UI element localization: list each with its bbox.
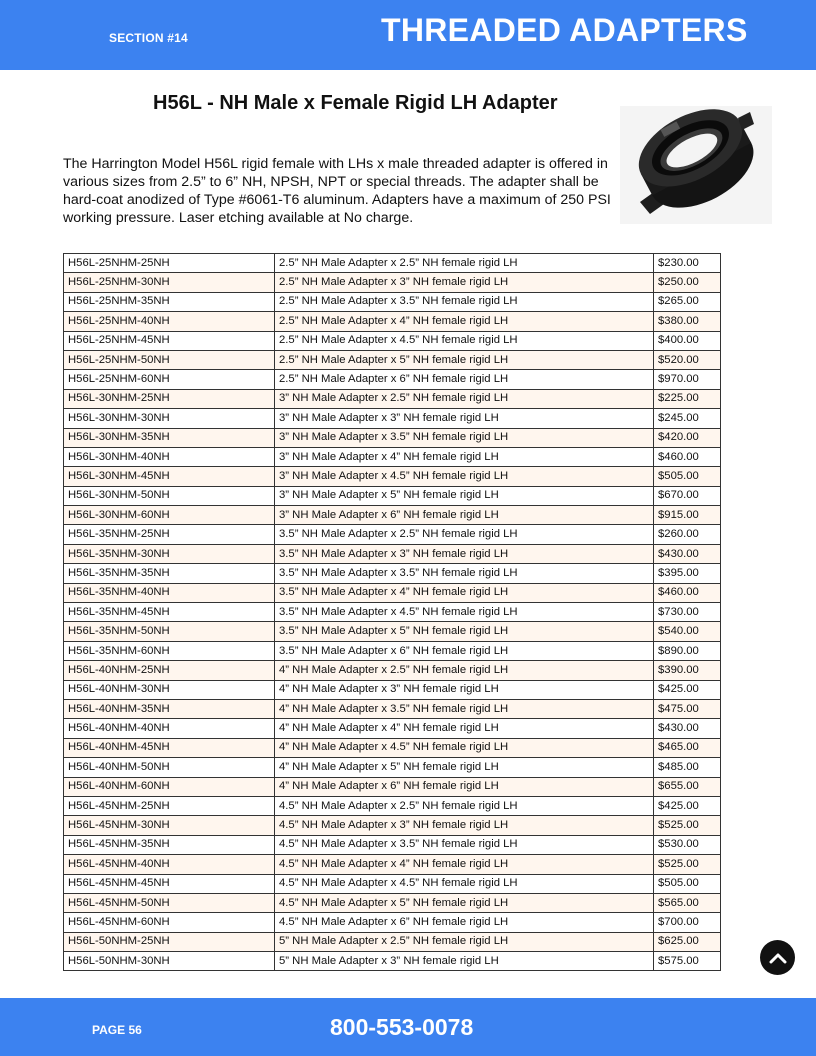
table-row (64, 622, 721, 641)
price-cell: $465.00 (654, 738, 721, 757)
price-cell: $245.00 (654, 409, 721, 428)
price-cell: $525.00 (654, 816, 721, 835)
description-cell: 4.5” NH Male Adapter x 4” NH female rigid LH (275, 855, 654, 874)
price-table (63, 253, 721, 971)
description-cell: 4.5” NH Male Adapter x 3” NH female rigid LH (275, 816, 654, 835)
description-cell: 4” NH Male Adapter x 2.5” NH female rigid LH (275, 661, 654, 680)
table-row (64, 544, 721, 563)
description-cell: 4” NH Male Adapter x 4.5” NH female rigid LH (275, 738, 654, 757)
part-number-cell: H56L-35NHM-60NH (64, 641, 275, 660)
price-cell: $485.00 (654, 758, 721, 777)
table-row (64, 292, 721, 311)
price-cell: $400.00 (654, 331, 721, 350)
part-number-cell: H56L-45NHM-30NH (64, 816, 275, 835)
table-row (64, 525, 721, 544)
table-row (64, 564, 721, 583)
part-number-cell: H56L-45NHM-50NH (64, 893, 275, 912)
description-cell: 3” NH Male Adapter x 4.5” NH female rigid LH (275, 467, 654, 486)
price-cell: $730.00 (654, 603, 721, 622)
part-number-cell: H56L-40NHM-45NH (64, 738, 275, 757)
table-row (64, 952, 721, 971)
table-row (64, 835, 721, 854)
part-number-cell: H56L-40NHM-60NH (64, 777, 275, 796)
price-cell: $390.00 (654, 661, 721, 680)
description-cell: 4.5” NH Male Adapter x 6” NH female rigid LH (275, 913, 654, 932)
price-cell: $460.00 (654, 447, 721, 466)
description-cell: 4.5” NH Male Adapter x 2.5” NH female rigid LH (275, 796, 654, 815)
table-row (64, 816, 721, 835)
price-cell: $250.00 (654, 273, 721, 292)
price-cell: $425.00 (654, 680, 721, 699)
description-cell: 3.5” NH Male Adapter x 6” NH female rigid LH (275, 641, 654, 660)
description-cell: 2.5” NH Male Adapter x 5” NH female rigid LH (275, 350, 654, 369)
description-cell: 4” NH Male Adapter x 3” NH female rigid LH (275, 680, 654, 699)
price-cell: $265.00 (654, 292, 721, 311)
part-number-cell: H56L-30NHM-25NH (64, 389, 275, 408)
table-row (64, 506, 721, 525)
price-cell: $395.00 (654, 564, 721, 583)
description-cell: 5” NH Male Adapter x 2.5” NH female rigid LH (275, 932, 654, 951)
price-cell: $625.00 (654, 932, 721, 951)
table-row (64, 467, 721, 486)
table-row (64, 254, 721, 273)
table-row (64, 370, 721, 389)
part-number-cell: H56L-25NHM-50NH (64, 350, 275, 369)
description-cell: 4” NH Male Adapter x 3.5” NH female rigid LH (275, 699, 654, 718)
table-row (64, 796, 721, 815)
price-cell: $430.00 (654, 719, 721, 738)
price-cell: $575.00 (654, 952, 721, 971)
part-number-cell: H56L-40NHM-50NH (64, 758, 275, 777)
price-cell: $520.00 (654, 350, 721, 369)
table-row (64, 661, 721, 680)
table-row (64, 389, 721, 408)
table-row (64, 603, 721, 622)
table-row (64, 874, 721, 893)
table-row (64, 932, 721, 951)
part-number-cell: H56L-25NHM-35NH (64, 292, 275, 311)
product-title: H56L - NH Male x Female Rigid LH Adapter (153, 92, 558, 114)
table-row (64, 641, 721, 660)
table-row (64, 699, 721, 718)
price-cell: $460.00 (654, 583, 721, 602)
description-cell: 3” NH Male Adapter x 3.5” NH female rigid LH (275, 428, 654, 447)
description-cell: 2.5” NH Male Adapter x 3” NH female rigid LH (275, 273, 654, 292)
table-row (64, 913, 721, 932)
table-row (64, 331, 721, 350)
part-number-cell: H56L-45NHM-25NH (64, 796, 275, 815)
part-number-cell: H56L-25NHM-45NH (64, 331, 275, 350)
price-cell: $670.00 (654, 486, 721, 505)
price-cell: $525.00 (654, 855, 721, 874)
price-cell: $700.00 (654, 913, 721, 932)
section-title: THREADED ADAPTERS (381, 12, 748, 48)
description-cell: 4” NH Male Adapter x 6” NH female rigid LH (275, 777, 654, 796)
description-cell: 3” NH Male Adapter x 5” NH female rigid LH (275, 486, 654, 505)
section-label: SECTION #14 (109, 31, 188, 45)
description-cell: 4” NH Male Adapter x 5” NH female rigid LH (275, 758, 654, 777)
description-cell: 3” NH Male Adapter x 4” NH female rigid LH (275, 447, 654, 466)
price-cell: $505.00 (654, 874, 721, 893)
phone-number: 800-553-0078 (330, 1014, 474, 1040)
description-cell: 3.5” NH Male Adapter x 4” NH female rigid LH (275, 583, 654, 602)
part-number-cell: H56L-35NHM-25NH (64, 525, 275, 544)
price-cell: $655.00 (654, 777, 721, 796)
part-number-cell: H56L-25NHM-40NH (64, 312, 275, 331)
description-cell: 2.5” NH Male Adapter x 6” NH female rigid LH (275, 370, 654, 389)
description-cell: 2.5” NH Male Adapter x 4” NH female rigid LH (275, 312, 654, 331)
price-cell: $430.00 (654, 544, 721, 563)
price-cell: $565.00 (654, 893, 721, 912)
table-row (64, 758, 721, 777)
page-number: PAGE 56 (92, 1023, 142, 1037)
table-row (64, 273, 721, 292)
description-cell: 3.5” NH Male Adapter x 3” NH female rigid LH (275, 544, 654, 563)
description-cell: 3” NH Male Adapter x 3” NH female rigid LH (275, 409, 654, 428)
threaded-adapter-icon (620, 106, 772, 224)
price-cell: $915.00 (654, 506, 721, 525)
part-number-cell: H56L-40NHM-30NH (64, 680, 275, 699)
description-cell: 4” NH Male Adapter x 4” NH female rigid LH (275, 719, 654, 738)
part-number-cell: H56L-45NHM-35NH (64, 835, 275, 854)
price-cell: $475.00 (654, 699, 721, 718)
part-number-cell: H56L-45NHM-60NH (64, 913, 275, 932)
table-row (64, 486, 721, 505)
price-cell: $260.00 (654, 525, 721, 544)
description-cell: 3” NH Male Adapter x 2.5” NH female rigid LH (275, 389, 654, 408)
description-cell: 3.5” NH Male Adapter x 3.5” NH female rigid LH (275, 564, 654, 583)
scroll-to-top-button[interactable] (760, 940, 795, 975)
table-row (64, 583, 721, 602)
part-number-cell: H56L-40NHM-40NH (64, 719, 275, 738)
description-cell: 4.5” NH Male Adapter x 5” NH female rigid LH (275, 893, 654, 912)
part-number-cell: H56L-35NHM-30NH (64, 544, 275, 563)
price-cell: $970.00 (654, 370, 721, 389)
header-band (0, 0, 816, 70)
price-cell: $230.00 (654, 254, 721, 273)
table-row (64, 777, 721, 796)
description-cell: 5” NH Male Adapter x 3” NH female rigid LH (275, 952, 654, 971)
description-cell: 2.5” NH Male Adapter x 3.5” NH female rigid LH (275, 292, 654, 311)
part-number-cell: H56L-30NHM-45NH (64, 467, 275, 486)
table-row (64, 719, 721, 738)
part-number-cell: H56L-30NHM-30NH (64, 409, 275, 428)
product-image (620, 106, 772, 224)
part-number-cell: H56L-40NHM-25NH (64, 661, 275, 680)
part-number-cell: H56L-50NHM-30NH (64, 952, 275, 971)
part-number-cell: H56L-35NHM-35NH (64, 564, 275, 583)
table-row (64, 447, 721, 466)
part-number-cell: H56L-30NHM-60NH (64, 506, 275, 525)
table-row (64, 893, 721, 912)
table-row (64, 409, 721, 428)
part-number-cell: H56L-35NHM-50NH (64, 622, 275, 641)
description-cell: 3.5” NH Male Adapter x 4.5” NH female rigid LH (275, 603, 654, 622)
part-number-cell: H56L-25NHM-30NH (64, 273, 275, 292)
description-cell: 2.5” NH Male Adapter x 2.5” NH female rigid LH (275, 254, 654, 273)
price-cell: $425.00 (654, 796, 721, 815)
part-number-cell: H56L-45NHM-45NH (64, 874, 275, 893)
price-cell: $225.00 (654, 389, 721, 408)
table-row (64, 428, 721, 447)
table-row (64, 855, 721, 874)
part-number-cell: H56L-45NHM-40NH (64, 855, 275, 874)
part-number-cell: H56L-30NHM-35NH (64, 428, 275, 447)
description-cell: 3.5” NH Male Adapter x 5” NH female rigid LH (275, 622, 654, 641)
product-description: The Harrington Model H56L rigid female with LHs x male threaded adapter is offered in various sizes from 2.5” to 6” NH, NPSH, NPT or special threads. The adapter shall be hard-coat anodized of Type #6061-T6 aluminum. Adapters have a maximum of 250 PSI working pressure. Laser etching available at No charge. (63, 156, 611, 226)
description-cell: 3.5” NH Male Adapter x 2.5” NH female rigid LH (275, 525, 654, 544)
part-number-cell: H56L-30NHM-40NH (64, 447, 275, 466)
description-cell: 2.5” NH Male Adapter x 4.5” NH female rigid LH (275, 331, 654, 350)
part-number-cell: H56L-30NHM-50NH (64, 486, 275, 505)
table-row (64, 680, 721, 699)
price-cell: $540.00 (654, 622, 721, 641)
table-row (64, 738, 721, 757)
part-number-cell: H56L-35NHM-45NH (64, 603, 275, 622)
price-cell: $380.00 (654, 312, 721, 331)
description-cell: 4.5” NH Male Adapter x 4.5” NH female rigid LH (275, 874, 654, 893)
price-cell: $530.00 (654, 835, 721, 854)
price-cell: $890.00 (654, 641, 721, 660)
price-cell: $420.00 (654, 428, 721, 447)
description-cell: 4.5” NH Male Adapter x 3.5” NH female rigid LH (275, 835, 654, 854)
description-cell: 3” NH Male Adapter x 6” NH female rigid LH (275, 506, 654, 525)
part-number-cell: H56L-25NHM-25NH (64, 254, 275, 273)
table-row (64, 312, 721, 331)
price-cell: $505.00 (654, 467, 721, 486)
part-number-cell: H56L-50NHM-25NH (64, 932, 275, 951)
chevron-up-icon (769, 952, 787, 964)
table-row (64, 350, 721, 369)
part-number-cell: H56L-35NHM-40NH (64, 583, 275, 602)
part-number-cell: H56L-25NHM-60NH (64, 370, 275, 389)
part-number-cell: H56L-40NHM-35NH (64, 699, 275, 718)
